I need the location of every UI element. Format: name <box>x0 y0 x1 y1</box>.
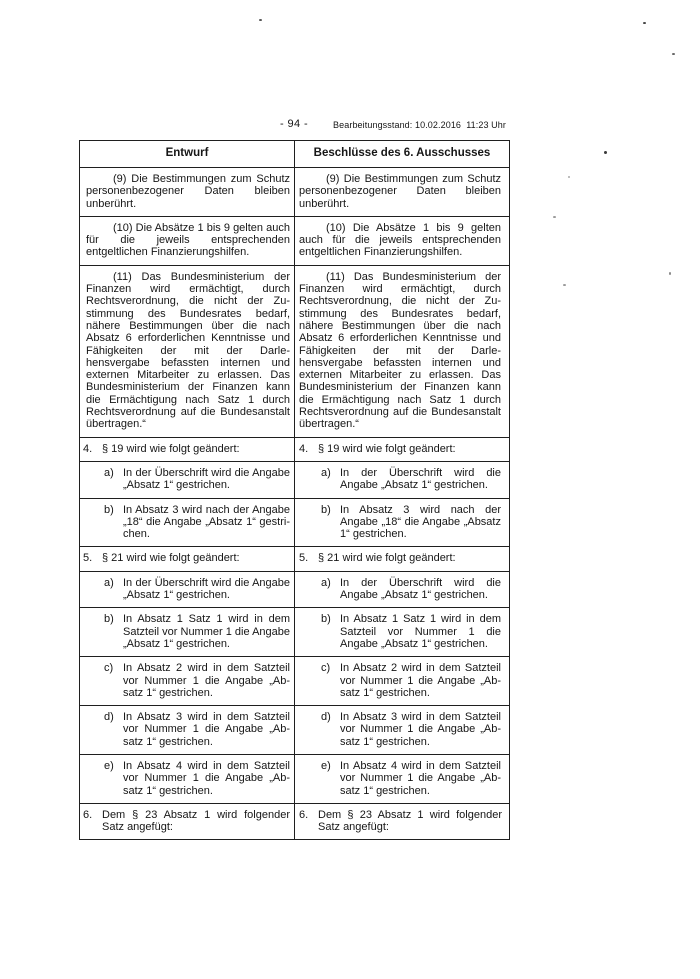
table-row-item5 <box>80 547 510 571</box>
scan-speck <box>553 216 556 218</box>
table-row-item5e <box>80 754 510 803</box>
subitem-marker: d) <box>321 711 331 724</box>
subitem-text: In Absatz 3 wird nach der Angabe „18“ die Angabe „Absatz 1“ gestrichen. <box>123 503 290 541</box>
table-row-item5a <box>80 571 510 608</box>
subitem-marker: a) <box>321 576 331 589</box>
table-row-item4 <box>80 437 510 461</box>
cell-beschluesse <box>295 216 510 265</box>
table-row-item6 <box>80 803 510 840</box>
subitem-marker: a) <box>104 466 114 479</box>
cell-beschluesse <box>295 265 510 437</box>
scan-speck <box>669 272 671 275</box>
subitem-text: In Absatz 1 Satz 1 wird in dem Satzteil vor Nummer 1 die Angabe „Absatz 1“ gestrichen. <box>340 613 501 650</box>
table-row-par10 <box>80 216 510 265</box>
cell-beschluesse <box>295 754 510 803</box>
subitem-text: In Absatz 3 wird nach der Angabe „18“ die Angabe „Absatz 1“ gestrichen. <box>340 503 501 541</box>
subitem-marker: d) <box>104 711 114 724</box>
cell-beschluesse <box>295 657 510 706</box>
cell-entwurf <box>80 216 295 265</box>
subitem-marker: e) <box>104 759 114 772</box>
subitem-marker: c) <box>321 662 331 675</box>
column-header-entwurf: Entwurf <box>80 141 295 168</box>
subitem-text: In Absatz 3 wird in dem Satzteil vor Nummer 1 die Angabe „Absatz 1“ gestrichen. <box>340 711 501 748</box>
scan-speck <box>672 53 675 55</box>
cell-entwurf <box>80 437 295 461</box>
item-text: Dem § 23 Absatz 1 wird folgender Satz angefügt: <box>318 808 502 834</box>
cell-beschluesse <box>295 461 510 498</box>
table-row-item5d <box>80 706 510 755</box>
table-row-item5c <box>80 657 510 706</box>
paragraph-9: (9) Die Bestimmungen zum Schutz personenbezogener Daten bleiben unberührt. <box>299 173 501 210</box>
page-number: - 94 - <box>279 118 309 130</box>
cell-beschluesse <box>295 803 510 840</box>
cell-entwurf <box>80 657 295 706</box>
scan-speck <box>259 19 262 21</box>
item-text: § 19 wird wie folgt geändert: <box>102 442 240 455</box>
item-marker: 4. <box>299 442 309 455</box>
paragraph-10: (10) Die Absätze 1 bis 9 gelten auch für die jeweils entsprechenden entgeltlichen Finanzierungshilfen. <box>299 221 501 259</box>
scan-speck <box>604 151 607 154</box>
cell-entwurf <box>80 706 295 755</box>
table-row-item4a <box>80 461 510 498</box>
item-text: § 19 wird wie folgt geändert: <box>318 442 456 455</box>
paragraph-11: (11) Das Bundesministerium der Finanzen wird ermächtigt, durch Rechtsverordnung, die nicht der Zustimmung des Bundesrates bedarf, nähere Bestimmungen über die nach Absatz 6 erforderlichen Kenntnisse und Fähigkeiten der mit der Darlehensvergabe befassten internen und externen Mitarbeiter zu erlassen. Das Bundesministerium der Finanzen kann die Ermächtigung nach Satz 1 durch Rechtsverordnung auf die Bundesanstalt übertragen.“ <box>86 270 290 431</box>
cell-beschluesse <box>295 437 510 461</box>
subitem-marker: a) <box>104 576 114 589</box>
subitem-marker: b) <box>321 503 331 516</box>
scan-speck <box>568 176 570 178</box>
paragraph-11: (11) Das Bundesministerium der Finanzen wird ermächtigt, durch Rechtsverordnung, die nicht der Zustimmung des Bundesrates bedarf, nähere Bestimmungen über die nach Absatz 6 erforderlichen Kenntnisse und Fähigkeiten der mit der Darlehensvergabe befassten internen und externen Mitarbeiter zu erlassen. Das Bundesministerium der Finanzen kann die Ermächtigung nach Satz 1 durch Rechtsverordnung auf die Bundesanstalt übertragen.“ <box>299 270 501 431</box>
subitem-text: In der Überschrift wird die Angabe „Absatz 1“ gestrichen. <box>123 466 290 492</box>
column-header-beschluesse: Beschlüsse des 6. Ausschusses <box>295 141 510 168</box>
cell-entwurf <box>80 608 295 657</box>
cell-beschluesse <box>295 706 510 755</box>
subitem-text: In der Überschrift wird die Angabe „Absatz 1“ gestrichen. <box>340 466 501 492</box>
table-header-row <box>80 141 510 168</box>
subitem-marker: c) <box>104 662 114 675</box>
paragraph-10: (10) Die Absätze 1 bis 9 gelten auch für die jeweils entsprechenden entgeltlichen Finanzierungshilfen. <box>86 221 290 259</box>
cell-entwurf <box>80 803 295 840</box>
edit-status-timestamp: Bearbeitungsstand: 10.02.2016 11:23 Uhr <box>333 120 506 130</box>
cell-beschluesse <box>295 547 510 571</box>
table-row-par11 <box>80 265 510 437</box>
cell-beschluesse <box>295 168 510 217</box>
subitem-text: In Absatz 4 wird in dem Satzteil vor Nummer 1 die Angabe „Absatz 1“ gestrichen. <box>340 759 501 797</box>
cell-entwurf <box>80 571 295 608</box>
table-row-item5b <box>80 608 510 657</box>
item-marker: 5. <box>299 552 309 565</box>
comparison-table <box>79 140 510 840</box>
item-marker: 6. <box>83 808 93 821</box>
item-text: Dem § 23 Absatz 1 wird folgender Satz angefügt: <box>102 808 290 834</box>
cell-beschluesse <box>295 498 510 547</box>
scan-speck <box>643 22 646 24</box>
item-text: § 21 wird wie folgt geändert: <box>102 552 240 565</box>
cell-entwurf <box>80 754 295 803</box>
subitem-marker: b) <box>104 613 114 626</box>
cell-entwurf <box>80 498 295 547</box>
subitem-marker: e) <box>321 759 331 772</box>
cell-entwurf <box>80 265 295 437</box>
cell-entwurf <box>80 461 295 498</box>
subitem-text: In der Überschrift wird die Angabe „Absatz 1“ gestrichen. <box>340 576 501 602</box>
cell-entwurf <box>80 547 295 571</box>
item-marker: 5. <box>83 552 93 565</box>
scan-speck <box>563 284 566 286</box>
paragraph-9: (9) Die Bestimmungen zum Schutz personenbezogener Daten bleiben unberührt. <box>86 173 290 210</box>
subitem-text: In Absatz 3 wird in dem Satzteil vor Nummer 1 die Angabe „Absatz 1“ gestrichen. <box>123 711 290 748</box>
subitem-text: In Absatz 1 Satz 1 wird in dem Satzteil vor Nummer 1 die Angabe „Absatz 1“ gestrichen. <box>123 613 290 650</box>
cell-beschluesse <box>295 571 510 608</box>
subitem-text: In Absatz 4 wird in dem Satzteil vor Nummer 1 die Angabe „Absatz 1“ gestrichen. <box>123 759 290 797</box>
item-marker: 4. <box>83 442 93 455</box>
subitem-marker: b) <box>321 613 331 626</box>
item-marker: 6. <box>299 808 309 821</box>
subitem-marker: a) <box>321 466 331 479</box>
subitem-text: In Absatz 2 wird in dem Satzteil vor Nummer 1 die Angabe „Absatz 1“ gestrichen. <box>123 662 290 699</box>
subitem-text: In der Überschrift wird die Angabe „Absatz 1“ gestrichen. <box>123 576 290 602</box>
subitem-text: In Absatz 2 wird in dem Satzteil vor Nummer 1 die Angabe „Absatz 1“ gestrichen. <box>340 662 501 699</box>
subitem-marker: b) <box>104 503 114 516</box>
table-row-item4b <box>80 498 510 547</box>
cell-entwurf <box>80 168 295 217</box>
cell-beschluesse <box>295 608 510 657</box>
table-row-par9 <box>80 168 510 217</box>
item-text: § 21 wird wie folgt geändert: <box>318 552 456 565</box>
